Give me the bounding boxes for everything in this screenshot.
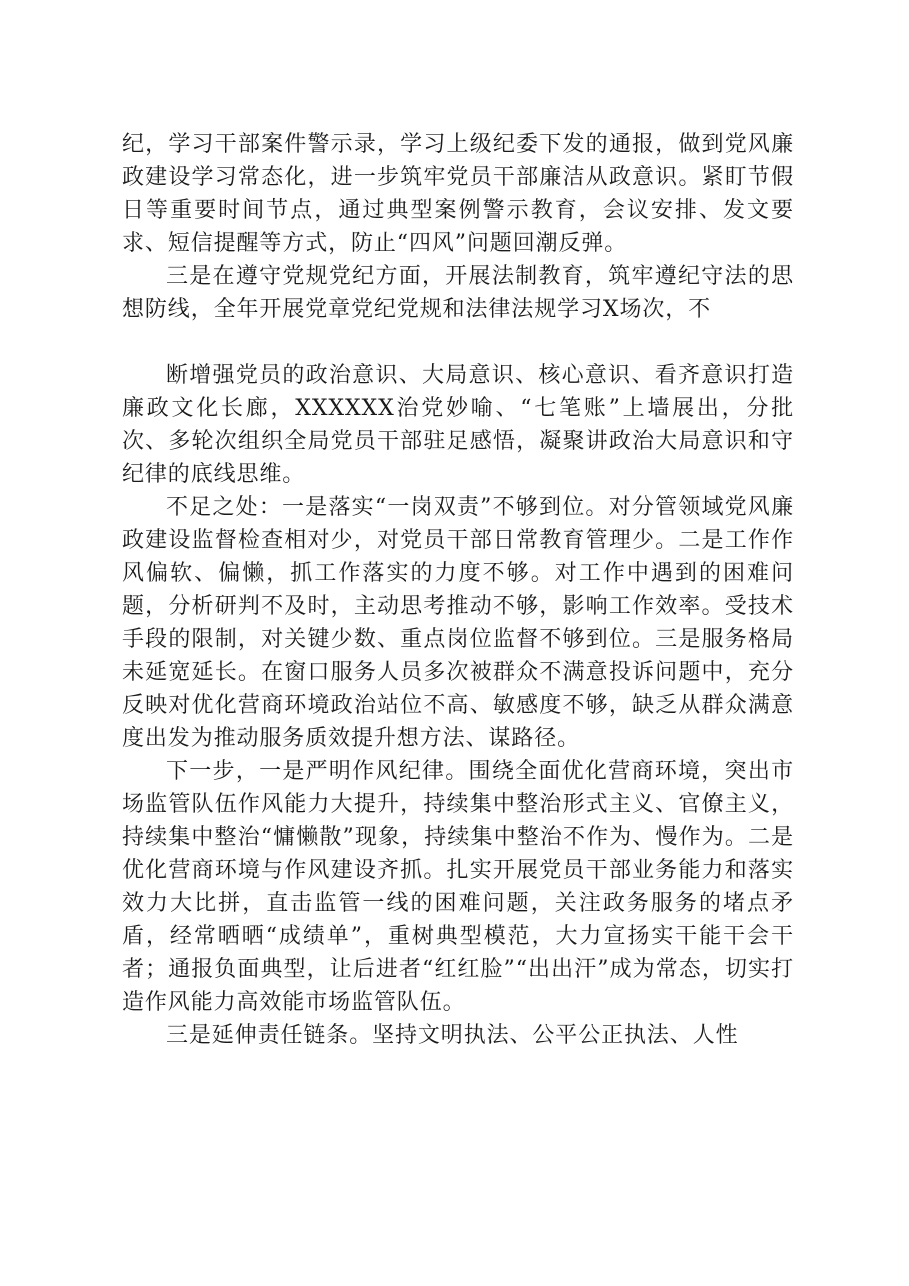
paragraph-next-steps: 下一步，一是严明作风纪律。围绕全面优化营商环境，突出市场监管队伍作风能力大提升，持续集中整治形式主义、官僚主义，持续集中整治“慵懒散”现象，持续集中整治不作为、慢作为。二是优化营商环境与作风建设齐抓。扎实开展党员干部业务能力和落实效力大比拼，直击监管一线的困难问题，关注政务服务的堵点矛盾，经常晒晒“成绩单”，重树典型模范，大力宣扬实干能干会干者；通报负面典型，让后进者“红红脸”“出出汗”成为常态，切实打造作风能力高效能市场监管队伍。 <box>122 759 794 1015</box>
paragraph-party-rules: 三是在遵守党规党纪方面，开展法制教育，筑牢遵纪守法的思想防线，全年开展党章党纪党规和法律法规学习X场次，不 <box>122 264 794 322</box>
document-body <box>122 128 794 1052</box>
paragraph-study-education: 纪，学习干部案件警示录，学习上级纪委下发的通报，做到党风廉政建设学习常态化，进一步筑牢党员干部廉洁从政意识。紧盯节假日等重要时间节点，通过典型案例警示教育，会议安排、发文要求、短信提醒等方式，防止“四风”问题回潮反弹。 <box>122 132 794 256</box>
paragraph-political-awareness: 断增强党员的政治意识、大局意识、核心意识、看齐意识打造廉政文化长廊，XXXXXX治党妙喻、“七笔账”上墙展出，分批次、多轮次组织全局党员干部驻足感悟，凝聚讲政治大局意识和守纪律的底线思维。 <box>122 363 794 487</box>
paragraph-responsibility-chain: 三是延伸责任链条。坚持文明执法、公平公正执法、人性 <box>166 1023 739 1048</box>
paragraph-shortcomings: 不足之处：一是落实“一岗双责”不够到位。对分管领域党风廉政建设监督检查相对少，对党员干部日常教育管理少。二是工作作风偏软、偏懒，抓工作落实的力度不够。对工作中遇到的困难问题，分析研判不及时，主动思考推动不够，影响工作效率。受技术手段的限制，对关键少数、重点岗位监督不够到位。三是服务格局未延宽延长。在窗口服务人员多次被群众不满意投诉问题中，充分反映对优化营商环境政治站位不高、敏感度不够，缺乏从群众满意度出发为推动服务质效提升想方法、谋路径。 <box>122 495 794 751</box>
